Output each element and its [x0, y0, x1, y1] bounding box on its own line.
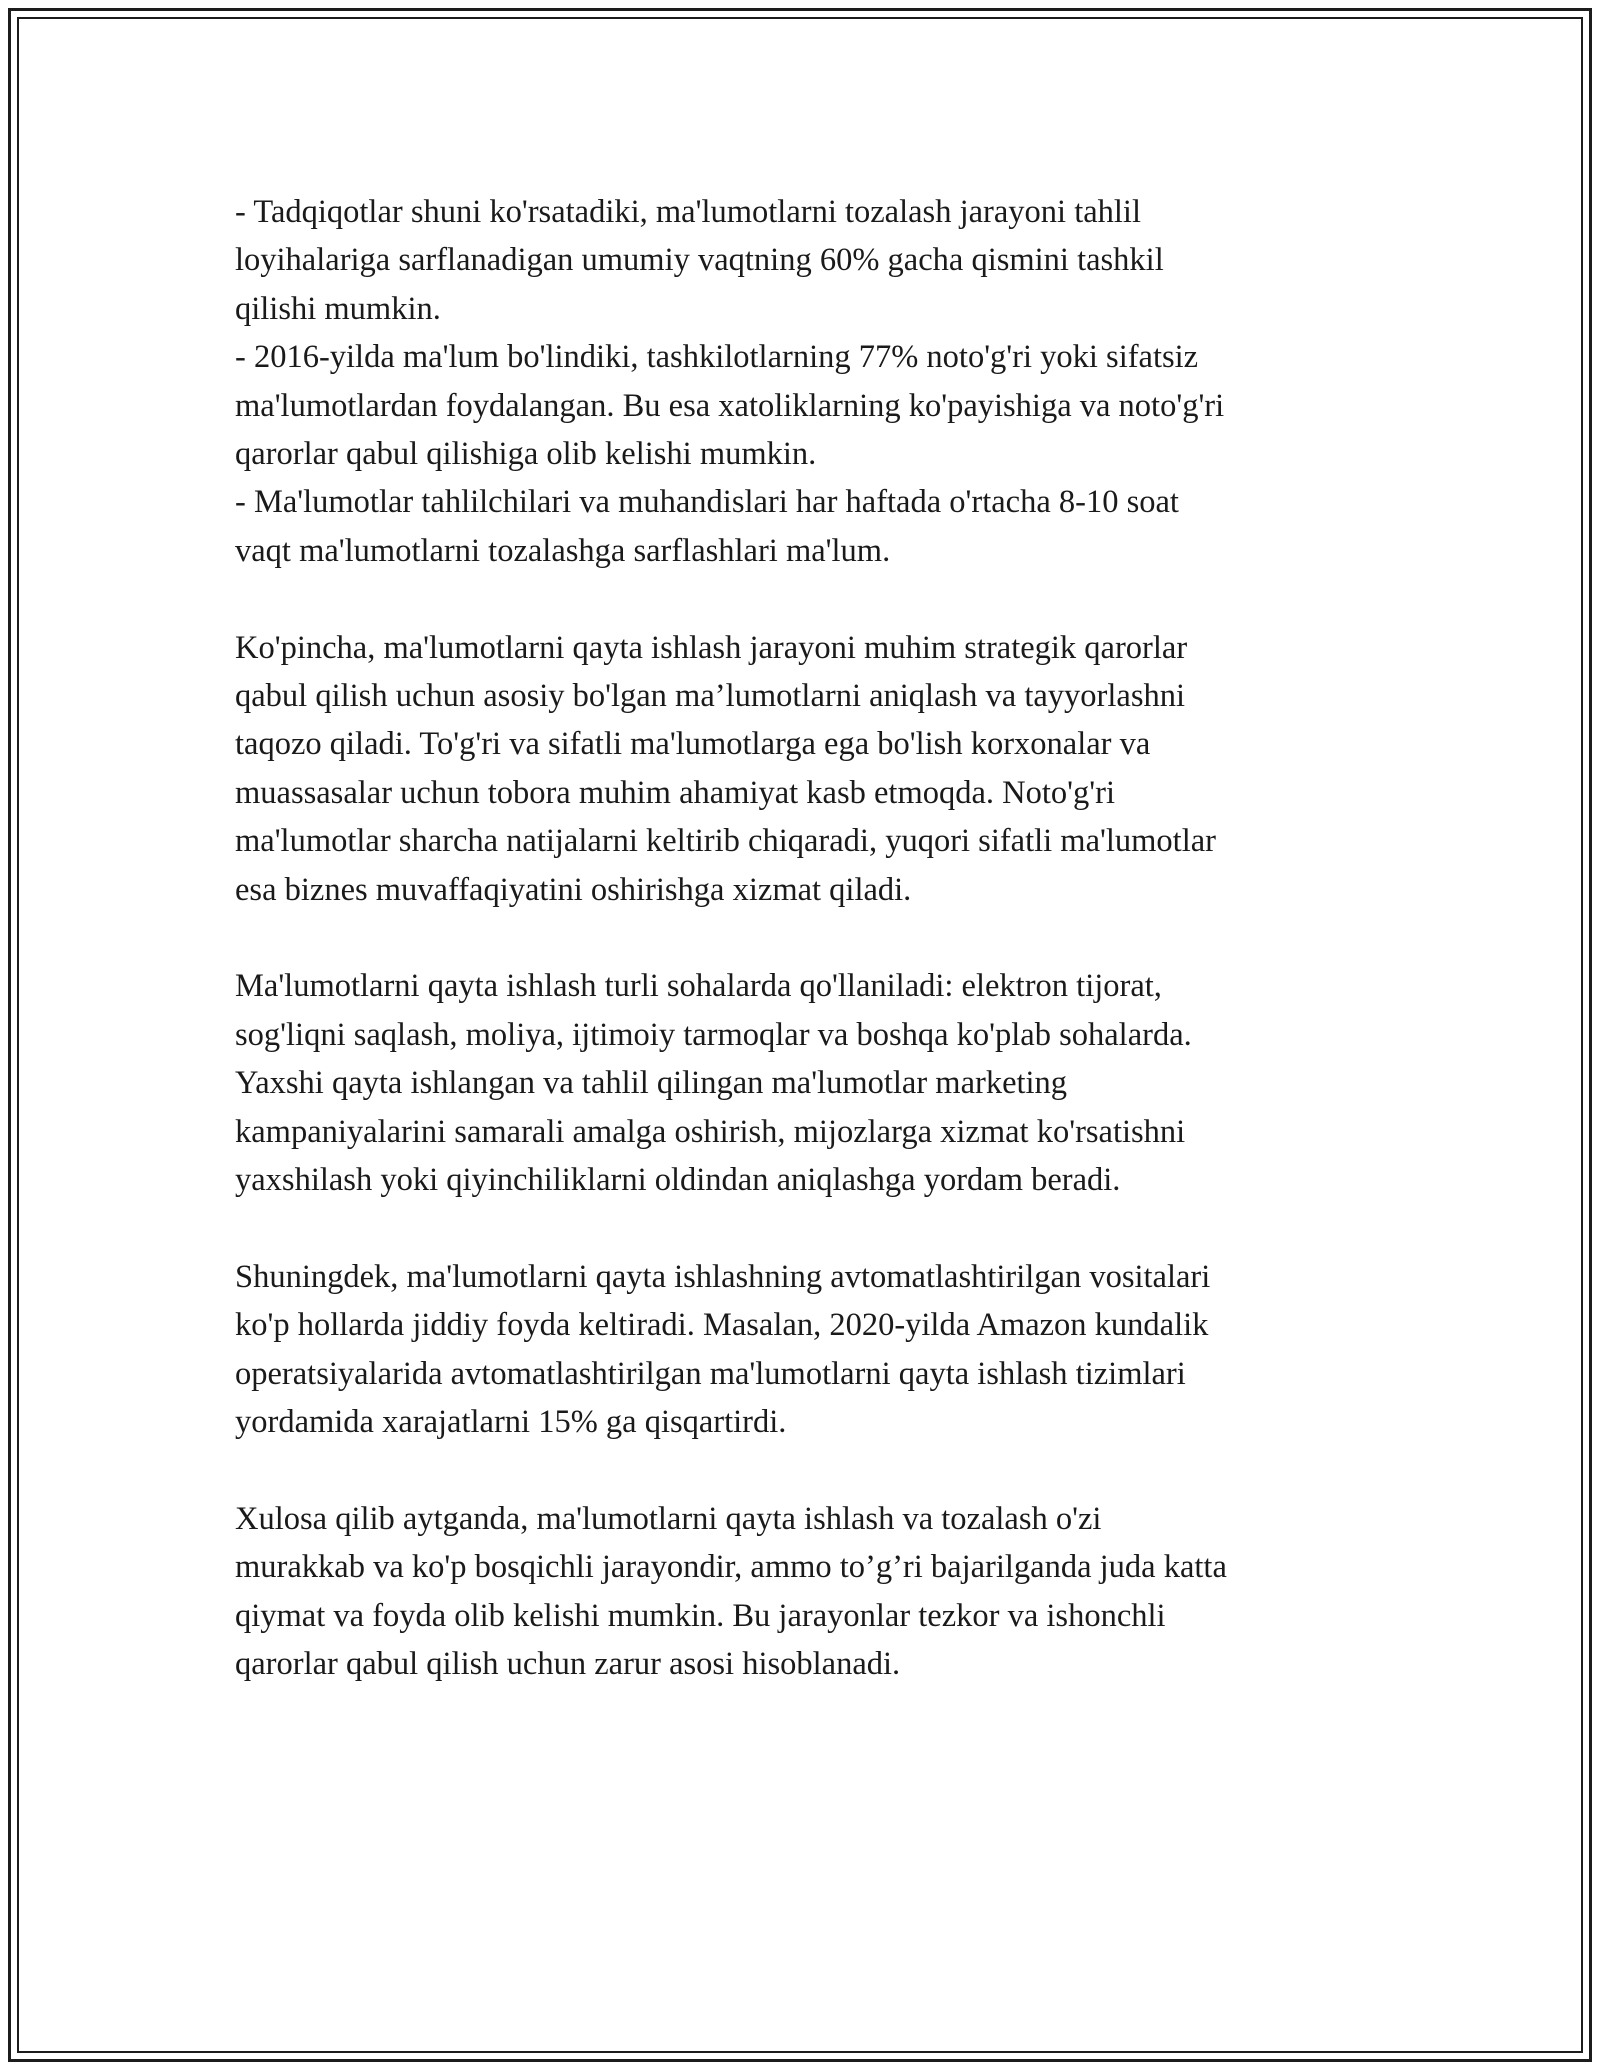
text-line: vaqt ma'lumotlarni tozalashga sarflashlari ma'lum.: [235, 532, 891, 569]
text-line: taqozo qiladi. To'g'ri va sifatli ma'lumotlarga ega bo'lish korxonalar va: [235, 726, 1151, 763]
text-line: ma'lumotlardan foydalangan. Bu esa xatoliklarning ko'payishiga va noto'g'ri: [235, 387, 1225, 424]
text-line: Shuningdek, ma'lumotlarni qayta ishlashning avtomatlashtirilgan vositalari: [235, 1258, 1211, 1295]
text-line: - 2016-yilda ma'lum bo'lindiki, tashkilotlarning 77% noto'g'ri yoki sifatsiz: [235, 339, 1199, 376]
text-line: sog'liqni saqlash, moliya, ijtimoiy tarmoqlar va boshqa ko'plab sohalarda.: [235, 1016, 1192, 1053]
text-line: - Ma'lumotlar tahlilchilari va muhandislari har haftada o'rtacha 8-10 soat: [235, 484, 1179, 521]
document-body: [235, 188, 1375, 1689]
paragraph-importance: [235, 624, 1375, 914]
paragraph-applications: [235, 962, 1375, 1204]
paragraph-facts: [235, 188, 1375, 575]
text-line: qabul qilish uchun asosiy bo'lgan ma’lumotlarni aniqlash va tayyorlashni: [235, 678, 1185, 715]
text-line: qarorlar qabul qilishiga olib kelishi mumkin.: [235, 436, 817, 473]
text-line: Ko'pincha, ma'lumotlarni qayta ishlash jarayoni muhim strategik qarorlar: [235, 629, 1188, 666]
paragraph-automation: [235, 1253, 1375, 1447]
text-line: Ma'lumotlarni qayta ishlash turli sohalarda qo'llaniladi: elektron tijorat,: [235, 968, 1162, 1005]
text-line: loyihalariga sarflanadigan umumiy vaqtning 60% gacha qismini tashkil: [235, 242, 1164, 279]
text-line: qilishi mumkin.: [235, 290, 441, 327]
text-line: ma'lumotlar sharcha natijalarni keltirib chiqaradi, yuqori sifatli ma'lumotlar: [235, 823, 1216, 860]
text-line: yordamida xarajatlarni 15% ga qisqartirdi.: [235, 1404, 787, 1441]
text-line: esa biznes muvaffaqiyatini oshirishga xizmat qiladi.: [235, 871, 912, 908]
text-line: muassasalar uchun tobora muhim ahamiyat kasb etmoqda. Noto'g'ri: [235, 774, 1115, 811]
text-line: kampaniyalarini samarali amalga oshirish, mijozlarga xizmat ko'rsatishni: [235, 1113, 1186, 1150]
text-line: Xulosa qilib aytganda, ma'lumotlarni qayta ishlash va tozalash o'zi: [235, 1500, 1102, 1537]
text-line: qarorlar qabul qilish uchun zarur asosi hisoblanadi.: [235, 1646, 901, 1683]
text-line: - Tadqiqotlar shuni ko'rsatadiki, ma'lumotlarni tozalash jarayoni tahlil: [235, 194, 1141, 230]
text-line: murakkab va ko'p bosqichli jarayondir, ammo to’g’ri bajarilganda juda katta: [235, 1549, 1227, 1586]
paragraph-conclusion: [235, 1495, 1375, 1689]
text-line: yaxshilash yoki qiyinchiliklarni oldindan aniqlashga yordam beradi.: [235, 1162, 1121, 1199]
text-line: qiymat va foyda olib kelishi mumkin. Bu jarayonlar tezkor va ishonchli: [235, 1597, 1166, 1634]
text-line: ko'p hollarda jiddiy foyda keltiradi. Masalan, 2020-yilda Amazon kundalik: [235, 1307, 1209, 1344]
text-line: operatsiyalarida avtomatlashtirilgan ma'lumotlarni qayta ishlash tizimlari: [235, 1355, 1186, 1392]
text-line: Yaxshi qayta ishlangan va tahlil qilingan ma'lumotlar marketing: [235, 1065, 1068, 1102]
